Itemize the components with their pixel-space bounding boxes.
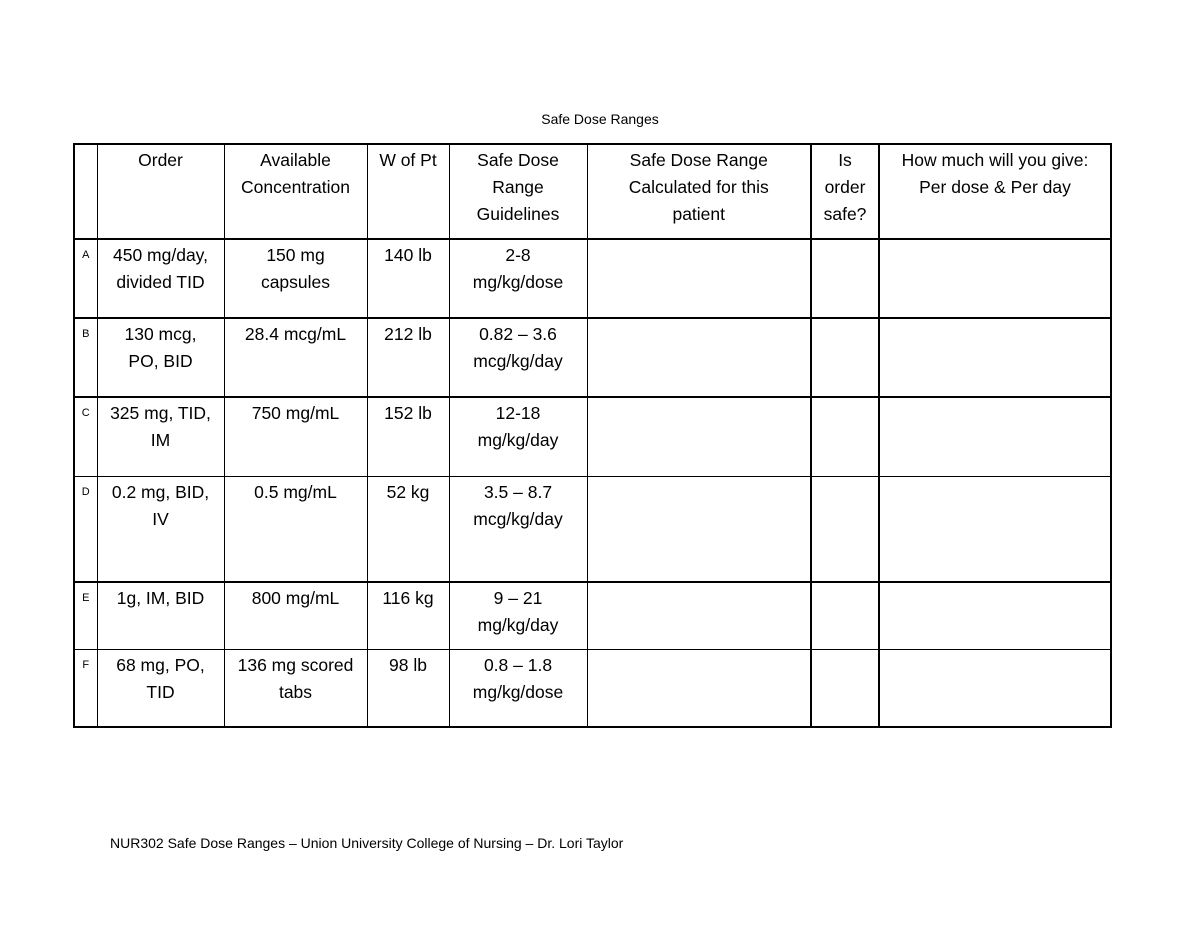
give-answer-cell[interactable] — [879, 582, 1111, 649]
weight-cell: 52 kg — [367, 476, 449, 582]
safe-answer-cell[interactable] — [811, 476, 879, 582]
safe-answer-cell[interactable] — [811, 397, 879, 476]
concentration-cell: 0.5 mg/mL — [224, 476, 367, 582]
order-cell: 325 mg, TID, IM — [97, 397, 224, 476]
order-cell: 130 mcg, PO, BID — [97, 318, 224, 397]
concentration-cell: 750 mg/mL — [224, 397, 367, 476]
header-concentration: Available Concentration — [224, 144, 367, 239]
weight-cell: 116 kg — [367, 582, 449, 649]
safe-answer-cell[interactable] — [811, 239, 879, 318]
weight-cell: 98 lb — [367, 649, 449, 727]
header-guidelines: Safe Dose Range Guidelines — [449, 144, 587, 239]
guidelines-cell: 2-8 mg/kg/dose — [449, 239, 587, 318]
safe-answer-cell[interactable] — [811, 582, 879, 649]
order-cell: 68 mg, PO, TID — [97, 649, 224, 727]
guidelines-cell: 9 – 21 mg/kg/day — [449, 582, 587, 649]
concentration-cell: 136 mg scored tabs — [224, 649, 367, 727]
table-row — [74, 397, 1111, 476]
order-cell: 450 mg/day, divided TID — [97, 239, 224, 318]
concentration-cell: 150 mg capsules — [224, 239, 367, 318]
calculated-answer-cell[interactable] — [587, 318, 811, 397]
calculated-answer-cell[interactable] — [587, 649, 811, 727]
row-letter: A — [74, 239, 97, 318]
concentration-cell: 800 mg/mL — [224, 582, 367, 649]
row-letter: D — [74, 476, 97, 582]
weight-cell: 140 lb — [367, 239, 449, 318]
row-letter: B — [74, 318, 97, 397]
give-answer-cell[interactable] — [879, 397, 1111, 476]
table-row — [74, 239, 1111, 318]
header-row — [74, 144, 1111, 239]
guidelines-cell: 0.82 – 3.6 mcg/kg/day — [449, 318, 587, 397]
header-calculated: Safe Dose Range Calculated for this patient — [587, 144, 811, 239]
header-give: How much will you give: Per dose & Per day — [879, 144, 1111, 239]
row-letter: F — [74, 649, 97, 727]
table-row — [74, 582, 1111, 649]
give-answer-cell[interactable] — [879, 476, 1111, 582]
page-title: Safe Dose Ranges — [541, 111, 659, 127]
guidelines-cell: 0.8 – 1.8 mg/kg/dose — [449, 649, 587, 727]
header-order: Order — [97, 144, 224, 239]
safe-answer-cell[interactable] — [811, 649, 879, 727]
safe-dose-table — [73, 143, 1112, 728]
guidelines-cell: 12-18 mg/kg/day — [449, 397, 587, 476]
table-row — [74, 476, 1111, 582]
row-letter: C — [74, 397, 97, 476]
header-letter — [74, 144, 97, 239]
give-answer-cell[interactable] — [879, 649, 1111, 727]
calculated-answer-cell[interactable] — [587, 582, 811, 649]
order-cell: 1g, IM, BID — [97, 582, 224, 649]
calculated-answer-cell[interactable] — [587, 239, 811, 318]
weight-cell: 152 lb — [367, 397, 449, 476]
concentration-cell: 28.4 mcg/mL — [224, 318, 367, 397]
give-answer-cell[interactable] — [879, 318, 1111, 397]
page-footer: NUR302 Safe Dose Ranges – Union University College of Nursing – Dr. Lori Taylor — [110, 835, 624, 851]
give-answer-cell[interactable] — [879, 239, 1111, 318]
order-cell: 0.2 mg, BID, IV — [97, 476, 224, 582]
header-safe: Is order safe? — [811, 144, 879, 239]
safe-answer-cell[interactable] — [811, 318, 879, 397]
weight-cell: 212 lb — [367, 318, 449, 397]
guidelines-cell: 3.5 – 8.7 mcg/kg/day — [449, 476, 587, 582]
header-weight: W of Pt — [367, 144, 449, 239]
table-row — [74, 318, 1111, 397]
row-letter: E — [74, 582, 97, 649]
calculated-answer-cell[interactable] — [587, 397, 811, 476]
table-row — [74, 649, 1111, 727]
calculated-answer-cell[interactable] — [587, 476, 811, 582]
